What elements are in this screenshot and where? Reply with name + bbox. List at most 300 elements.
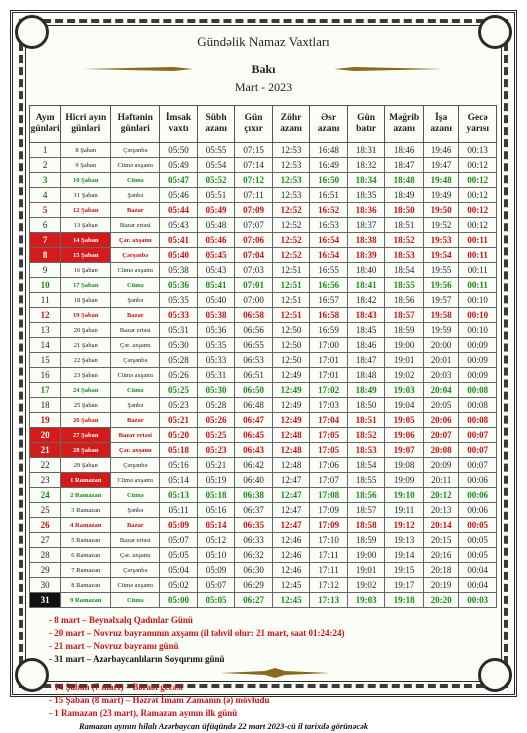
time-cell: 18:56 xyxy=(347,488,385,503)
time-cell: 12:49 xyxy=(272,368,310,383)
day-number: 28 xyxy=(30,548,61,563)
weekday: Çər. axşamı xyxy=(111,548,160,563)
time-cell: 17:07 xyxy=(310,473,348,488)
time-cell: 05:18 xyxy=(197,488,235,503)
time-cell: 19:18 xyxy=(385,593,424,608)
time-cell: 05:05 xyxy=(197,593,235,608)
time-cell: 06:33 xyxy=(235,533,273,548)
note-line: - 21 mart – Novruz bayramı günü xyxy=(49,641,179,651)
time-cell: 20:19 xyxy=(423,578,458,593)
time-cell: 07:04 xyxy=(235,248,273,263)
table-row xyxy=(30,593,497,608)
time-cell: 18:50 xyxy=(347,398,385,413)
time-cell: 05:05 xyxy=(160,548,198,563)
weekday: Bazar xyxy=(111,203,160,218)
time-cell: 07:14 xyxy=(235,158,273,173)
weekday: Şənbə xyxy=(111,398,160,413)
hijri-day: 23 Şaban xyxy=(61,368,111,383)
time-cell: 05:36 xyxy=(160,278,198,293)
hijri-day: 21 Şaban xyxy=(61,338,111,353)
time-cell: 19:49 xyxy=(423,188,458,203)
day-number: 21 xyxy=(30,443,61,458)
time-cell: 12:53 xyxy=(272,158,310,173)
time-cell: 12:48 xyxy=(272,443,310,458)
time-cell: 05:09 xyxy=(197,563,235,578)
day-number: 4 xyxy=(30,188,61,203)
time-cell: 18:43 xyxy=(347,308,385,323)
time-cell: 18:46 xyxy=(347,338,385,353)
time-cell: 18:39 xyxy=(347,248,385,263)
time-cell: 17:12 xyxy=(310,578,348,593)
column-header: Zöhr azanı xyxy=(272,106,310,143)
time-cell: 19:48 xyxy=(423,173,458,188)
day-number: 31 xyxy=(30,593,61,608)
time-cell: 05:14 xyxy=(197,518,235,533)
hijri-day: 20 Şaban xyxy=(61,323,111,338)
time-cell: 17:03 xyxy=(310,398,348,413)
time-cell: 16:57 xyxy=(310,293,348,308)
note-line: - 20 mart – Novruz bayramının axşamı (il təhvil olur: 21 mart, saat 01:24:24) xyxy=(49,628,345,638)
weekday: Bazar xyxy=(111,308,160,323)
weekday: Cümə xyxy=(111,488,160,503)
day-number: 12 xyxy=(30,308,61,323)
table-row xyxy=(30,308,497,323)
weekday: Bazar ertəsi xyxy=(111,323,160,338)
time-cell: 20:20 xyxy=(423,593,458,608)
day-number: 9 xyxy=(30,263,61,278)
time-cell: 05:16 xyxy=(160,458,198,473)
time-cell: 06:30 xyxy=(235,563,273,578)
time-cell: 18:52 xyxy=(385,233,424,248)
time-cell: 12:50 xyxy=(272,338,310,353)
time-cell: 18:49 xyxy=(385,188,424,203)
time-cell: 06:53 xyxy=(235,353,273,368)
prayer-times-table xyxy=(29,105,497,608)
time-cell: 06:38 xyxy=(235,488,273,503)
time-cell: 06:27 xyxy=(235,593,273,608)
time-cell: 00:04 xyxy=(459,578,497,593)
hijri-day: 25 Şaban xyxy=(61,398,111,413)
time-cell: 05:25 xyxy=(197,428,235,443)
table-row xyxy=(30,413,497,428)
time-cell: 16:50 xyxy=(310,173,348,188)
day-number: 25 xyxy=(30,503,61,518)
time-cell: 18:53 xyxy=(347,443,385,458)
time-cell: 20:01 xyxy=(423,353,458,368)
hijri-day: 11 Şaban xyxy=(61,188,111,203)
time-cell: 05:52 xyxy=(197,173,235,188)
time-cell: 17:05 xyxy=(310,443,348,458)
table-row xyxy=(30,383,497,398)
time-cell: 19:46 xyxy=(423,143,458,158)
time-cell: 07:11 xyxy=(235,188,273,203)
day-number: 29 xyxy=(30,563,61,578)
time-cell: 05:45 xyxy=(197,248,235,263)
time-cell: 05:55 xyxy=(197,143,235,158)
time-cell: 05:44 xyxy=(160,203,198,218)
day-number: 5 xyxy=(30,203,61,218)
time-cell: 07:00 xyxy=(235,293,273,308)
time-cell: 12:52 xyxy=(272,248,310,263)
time-cell: 05:43 xyxy=(197,263,235,278)
table-row xyxy=(30,533,497,548)
time-cell: 05:30 xyxy=(160,338,198,353)
day-number: 17 xyxy=(30,383,61,398)
time-cell: 19:00 xyxy=(385,338,424,353)
time-cell: 12:47 xyxy=(272,488,310,503)
time-cell: 17:00 xyxy=(310,338,348,353)
time-cell: 18:50 xyxy=(385,203,424,218)
time-cell: 00:12 xyxy=(459,173,497,188)
time-cell: 06:51 xyxy=(235,368,273,383)
table-row xyxy=(30,458,497,473)
time-cell: 05:13 xyxy=(160,488,198,503)
time-cell: 12:48 xyxy=(272,458,310,473)
time-cell: 19:58 xyxy=(423,308,458,323)
time-cell: 19:09 xyxy=(385,473,424,488)
time-cell: 05:54 xyxy=(197,158,235,173)
weekday: Cümə axşamı xyxy=(111,473,160,488)
notes xyxy=(49,614,500,733)
time-cell: 12:52 xyxy=(272,218,310,233)
table-row xyxy=(30,338,497,353)
time-cell: 19:02 xyxy=(385,368,424,383)
time-cell: 12:51 xyxy=(272,278,310,293)
time-cell: 18:57 xyxy=(385,308,424,323)
time-cell: 19:07 xyxy=(385,443,424,458)
time-cell: 12:48 xyxy=(272,428,310,443)
time-cell: 06:48 xyxy=(235,398,273,413)
time-cell: 12:49 xyxy=(272,383,310,398)
time-cell: 00:09 xyxy=(459,338,497,353)
time-cell: 00:07 xyxy=(459,443,497,458)
weekday: Bazar ertəsi xyxy=(111,428,160,443)
time-cell: 17:09 xyxy=(310,503,348,518)
time-cell: 05:28 xyxy=(197,398,235,413)
time-cell: 20:07 xyxy=(423,428,458,443)
time-cell: 20:16 xyxy=(423,548,458,563)
time-cell: 18:48 xyxy=(347,368,385,383)
time-cell: 18:32 xyxy=(347,158,385,173)
time-cell: 12:50 xyxy=(272,323,310,338)
table-row xyxy=(30,488,497,503)
time-cell: 06:56 xyxy=(235,323,273,338)
time-cell: 00:13 xyxy=(459,143,497,158)
time-cell: 00:10 xyxy=(459,293,497,308)
weekday: Bazar ertəsi xyxy=(111,218,160,233)
ornament-right-icon xyxy=(334,66,444,72)
time-cell: 05:36 xyxy=(197,323,235,338)
hijri-day: 9 Şaban xyxy=(61,158,111,173)
hijri-day: 26 Şaban xyxy=(61,413,111,428)
time-cell: 12:50 xyxy=(272,353,310,368)
time-cell: 19:00 xyxy=(347,548,385,563)
weekday: Cümə xyxy=(111,278,160,293)
time-cell: 05:23 xyxy=(160,398,198,413)
time-cell: 18:57 xyxy=(347,503,385,518)
time-cell: 00:06 xyxy=(459,503,497,518)
time-cell: 00:06 xyxy=(459,488,497,503)
time-cell: 12:47 xyxy=(272,503,310,518)
time-cell: 05:38 xyxy=(197,308,235,323)
time-cell: 12:47 xyxy=(272,473,310,488)
day-number: 3 xyxy=(30,173,61,188)
time-cell: 06:32 xyxy=(235,548,273,563)
column-header: Ayın günləri xyxy=(30,106,61,143)
time-cell: 18:54 xyxy=(385,263,424,278)
time-cell: 19:57 xyxy=(423,293,458,308)
time-cell: 16:49 xyxy=(310,158,348,173)
time-cell: 17:10 xyxy=(310,533,348,548)
table-row xyxy=(30,188,497,203)
hijri-day: 29 Şaban xyxy=(61,458,111,473)
time-cell: 18:34 xyxy=(347,173,385,188)
time-cell: 05:25 xyxy=(160,383,198,398)
time-cell: 20:14 xyxy=(423,518,458,533)
time-cell: 20:06 xyxy=(423,413,458,428)
time-cell: 19:15 xyxy=(385,563,424,578)
day-number: 26 xyxy=(30,518,61,533)
note-line: - 1 Ramazan (23 mart), Ramazan ayının ilk günü xyxy=(49,708,238,718)
time-cell: 17:05 xyxy=(310,428,348,443)
hijri-day: 13 Şaban xyxy=(61,218,111,233)
time-cell: 20:09 xyxy=(423,458,458,473)
time-cell: 17:02 xyxy=(310,383,348,398)
time-cell: 18:31 xyxy=(347,143,385,158)
table-row xyxy=(30,503,497,518)
day-number: 8 xyxy=(30,248,61,263)
divider xyxy=(49,668,500,678)
hijri-day: 22 Şaban xyxy=(61,353,111,368)
time-cell: 00:05 xyxy=(459,548,497,563)
time-cell: 19:59 xyxy=(423,323,458,338)
time-cell: 05:38 xyxy=(160,263,198,278)
time-cell: 19:54 xyxy=(423,248,458,263)
table-row xyxy=(30,203,497,218)
time-cell: 17:06 xyxy=(310,458,348,473)
table-row xyxy=(30,233,497,248)
weekday: Cümə axşamı xyxy=(111,158,160,173)
weekday: Bazar xyxy=(111,518,160,533)
time-cell: 19:01 xyxy=(347,563,385,578)
time-cell: 20:18 xyxy=(423,563,458,578)
time-cell: 05:51 xyxy=(197,188,235,203)
time-cell: 18:38 xyxy=(347,233,385,248)
table-row xyxy=(30,443,497,458)
time-cell: 06:47 xyxy=(235,413,273,428)
weekday: Çər. axşamı xyxy=(111,233,160,248)
time-cell: 05:49 xyxy=(197,203,235,218)
hijri-day: 1 Ramazan xyxy=(61,473,111,488)
hijri-day: 19 Şaban xyxy=(61,308,111,323)
time-cell: 12:52 xyxy=(272,203,310,218)
content xyxy=(27,34,500,733)
time-cell: 05:12 xyxy=(197,533,235,548)
note-line: - 14 Şaban (7 mart) – Bəraət gecəsi xyxy=(49,682,183,692)
table-row xyxy=(30,398,497,413)
table-row xyxy=(30,293,497,308)
note-line: - 8 mart – Beynəlxalq Qadınlar Günü xyxy=(49,615,193,625)
time-cell: 16:56 xyxy=(310,278,348,293)
time-cell: 00:07 xyxy=(459,458,497,473)
time-cell: 12:47 xyxy=(272,518,310,533)
time-cell: 07:03 xyxy=(235,263,273,278)
hijri-day: 17 Şaban xyxy=(61,278,111,293)
column-header: Sübh azanı xyxy=(197,106,235,143)
time-cell: 06:29 xyxy=(235,578,273,593)
day-number: 19 xyxy=(30,413,61,428)
hijri-day: 6 Ramazan xyxy=(61,548,111,563)
time-cell: 19:01 xyxy=(385,353,424,368)
time-cell: 05:18 xyxy=(160,443,198,458)
time-cell: 05:21 xyxy=(197,458,235,473)
time-cell: 00:12 xyxy=(459,188,497,203)
time-cell: 00:07 xyxy=(459,428,497,443)
time-cell: 19:03 xyxy=(385,383,424,398)
time-cell: 17:13 xyxy=(310,593,348,608)
time-cell: 18:51 xyxy=(347,413,385,428)
column-header: İşa azanı xyxy=(423,106,458,143)
time-cell: 18:46 xyxy=(385,143,424,158)
hijri-day: 10 Şaban xyxy=(61,173,111,188)
time-cell: 05:07 xyxy=(197,578,235,593)
time-cell: 17:11 xyxy=(310,548,348,563)
hijri-day: 18 Şaban xyxy=(61,293,111,308)
city-row xyxy=(27,60,500,76)
time-cell: 16:59 xyxy=(310,323,348,338)
time-cell: 12:53 xyxy=(272,188,310,203)
time-cell: 06:50 xyxy=(235,383,273,398)
time-cell: 00:12 xyxy=(459,218,497,233)
time-cell: 17:04 xyxy=(310,413,348,428)
time-cell: 05:43 xyxy=(160,218,198,233)
time-cell: 16:54 xyxy=(310,248,348,263)
time-cell: 18:47 xyxy=(385,158,424,173)
table-row xyxy=(30,218,497,233)
time-cell: 19:02 xyxy=(347,578,385,593)
time-cell: 00:05 xyxy=(459,533,497,548)
time-cell: 05:35 xyxy=(160,293,198,308)
weekday: Şənbə xyxy=(111,188,160,203)
time-cell: 16:51 xyxy=(310,188,348,203)
day-number: 2 xyxy=(30,158,61,173)
time-cell: 19:03 xyxy=(347,593,385,608)
weekday: Bazar xyxy=(111,413,160,428)
weekday: Cümə xyxy=(111,593,160,608)
time-cell: 20:15 xyxy=(423,533,458,548)
hijri-day: 5 Ramazan xyxy=(61,533,111,548)
time-cell: 05:26 xyxy=(160,368,198,383)
time-cell: 17:01 xyxy=(310,368,348,383)
time-cell: 12:52 xyxy=(272,233,310,248)
time-cell: 19:11 xyxy=(385,503,424,518)
weekday: Çər. axşamı xyxy=(111,443,160,458)
weekday: Bazar ertəsi xyxy=(111,533,160,548)
time-cell: 12:53 xyxy=(272,143,310,158)
time-cell: 19:17 xyxy=(385,578,424,593)
time-cell: 12:49 xyxy=(272,398,310,413)
table-row xyxy=(30,353,497,368)
day-number: 1 xyxy=(30,143,61,158)
note-line: - 31 mart – Azərbaycanlıların Soyqırımı günü xyxy=(49,654,225,664)
time-cell: 05:49 xyxy=(160,158,198,173)
time-cell: 16:53 xyxy=(310,218,348,233)
time-cell: 18:59 xyxy=(347,533,385,548)
time-cell: 18:55 xyxy=(347,473,385,488)
time-cell: 05:40 xyxy=(197,293,235,308)
time-cell: 05:47 xyxy=(160,173,198,188)
time-cell: 12:49 xyxy=(272,413,310,428)
time-cell: 12:51 xyxy=(272,308,310,323)
table-row xyxy=(30,368,497,383)
time-cell: 19:10 xyxy=(385,488,424,503)
time-cell: 05:40 xyxy=(160,248,198,263)
table-body xyxy=(30,143,497,608)
column-header: İmsak vaxtı xyxy=(160,106,198,143)
time-cell: 18:53 xyxy=(385,248,424,263)
time-cell: 07:07 xyxy=(235,218,273,233)
table-row xyxy=(30,263,497,278)
time-cell: 19:12 xyxy=(385,518,424,533)
day-number: 27 xyxy=(30,533,61,548)
time-cell: 16:58 xyxy=(310,308,348,323)
weekday: Cümə xyxy=(111,383,160,398)
day-number: 6 xyxy=(30,218,61,233)
hijri-day: 15 Şaban xyxy=(61,248,111,263)
time-cell: 00:11 xyxy=(459,263,497,278)
time-cell: 20:13 xyxy=(423,503,458,518)
day-number: 14 xyxy=(30,338,61,353)
time-cell: 12:51 xyxy=(272,263,310,278)
time-cell: 18:58 xyxy=(347,518,385,533)
time-cell: 06:37 xyxy=(235,503,273,518)
page-title: Gündəlik Namaz Vaxtları xyxy=(197,34,330,49)
time-cell: 05:07 xyxy=(160,533,198,548)
time-cell: 05:00 xyxy=(160,593,198,608)
table-row xyxy=(30,473,497,488)
time-cell: 19:05 xyxy=(385,413,424,428)
time-cell: 00:06 xyxy=(459,473,497,488)
day-number: 20 xyxy=(30,428,61,443)
day-number: 16 xyxy=(30,368,61,383)
time-cell: 19:08 xyxy=(385,458,424,473)
time-cell: 05:33 xyxy=(197,353,235,368)
weekday: Çərşənbə xyxy=(111,353,160,368)
column-header: Gün batır xyxy=(347,106,385,143)
time-cell: 12:46 xyxy=(272,548,310,563)
time-cell: 06:55 xyxy=(235,338,273,353)
weekday: Cümə axşamı xyxy=(111,263,160,278)
time-cell: 17:08 xyxy=(310,488,348,503)
weekday: Çərşənbə xyxy=(111,563,160,578)
time-cell: 12:45 xyxy=(272,578,310,593)
weekday: Şənbə xyxy=(111,503,160,518)
time-cell: 05:48 xyxy=(197,218,235,233)
table-row xyxy=(30,563,497,578)
time-cell: 18:41 xyxy=(347,278,385,293)
time-cell: 16:52 xyxy=(310,203,348,218)
time-cell: 05:14 xyxy=(160,473,198,488)
time-cell: 17:09 xyxy=(310,518,348,533)
day-number: 10 xyxy=(30,278,61,293)
time-cell: 12:46 xyxy=(272,533,310,548)
time-cell: 00:12 xyxy=(459,158,497,173)
time-cell: 18:36 xyxy=(347,203,385,218)
footnote: Ramazan ayının hilalı Azərbaycan üfüqündə 22 mart 2023-cü il tarixdə görünəcək xyxy=(79,721,369,731)
time-cell: 18:37 xyxy=(347,218,385,233)
time-cell: 00:03 xyxy=(459,593,497,608)
time-cell: 00:04 xyxy=(459,563,497,578)
